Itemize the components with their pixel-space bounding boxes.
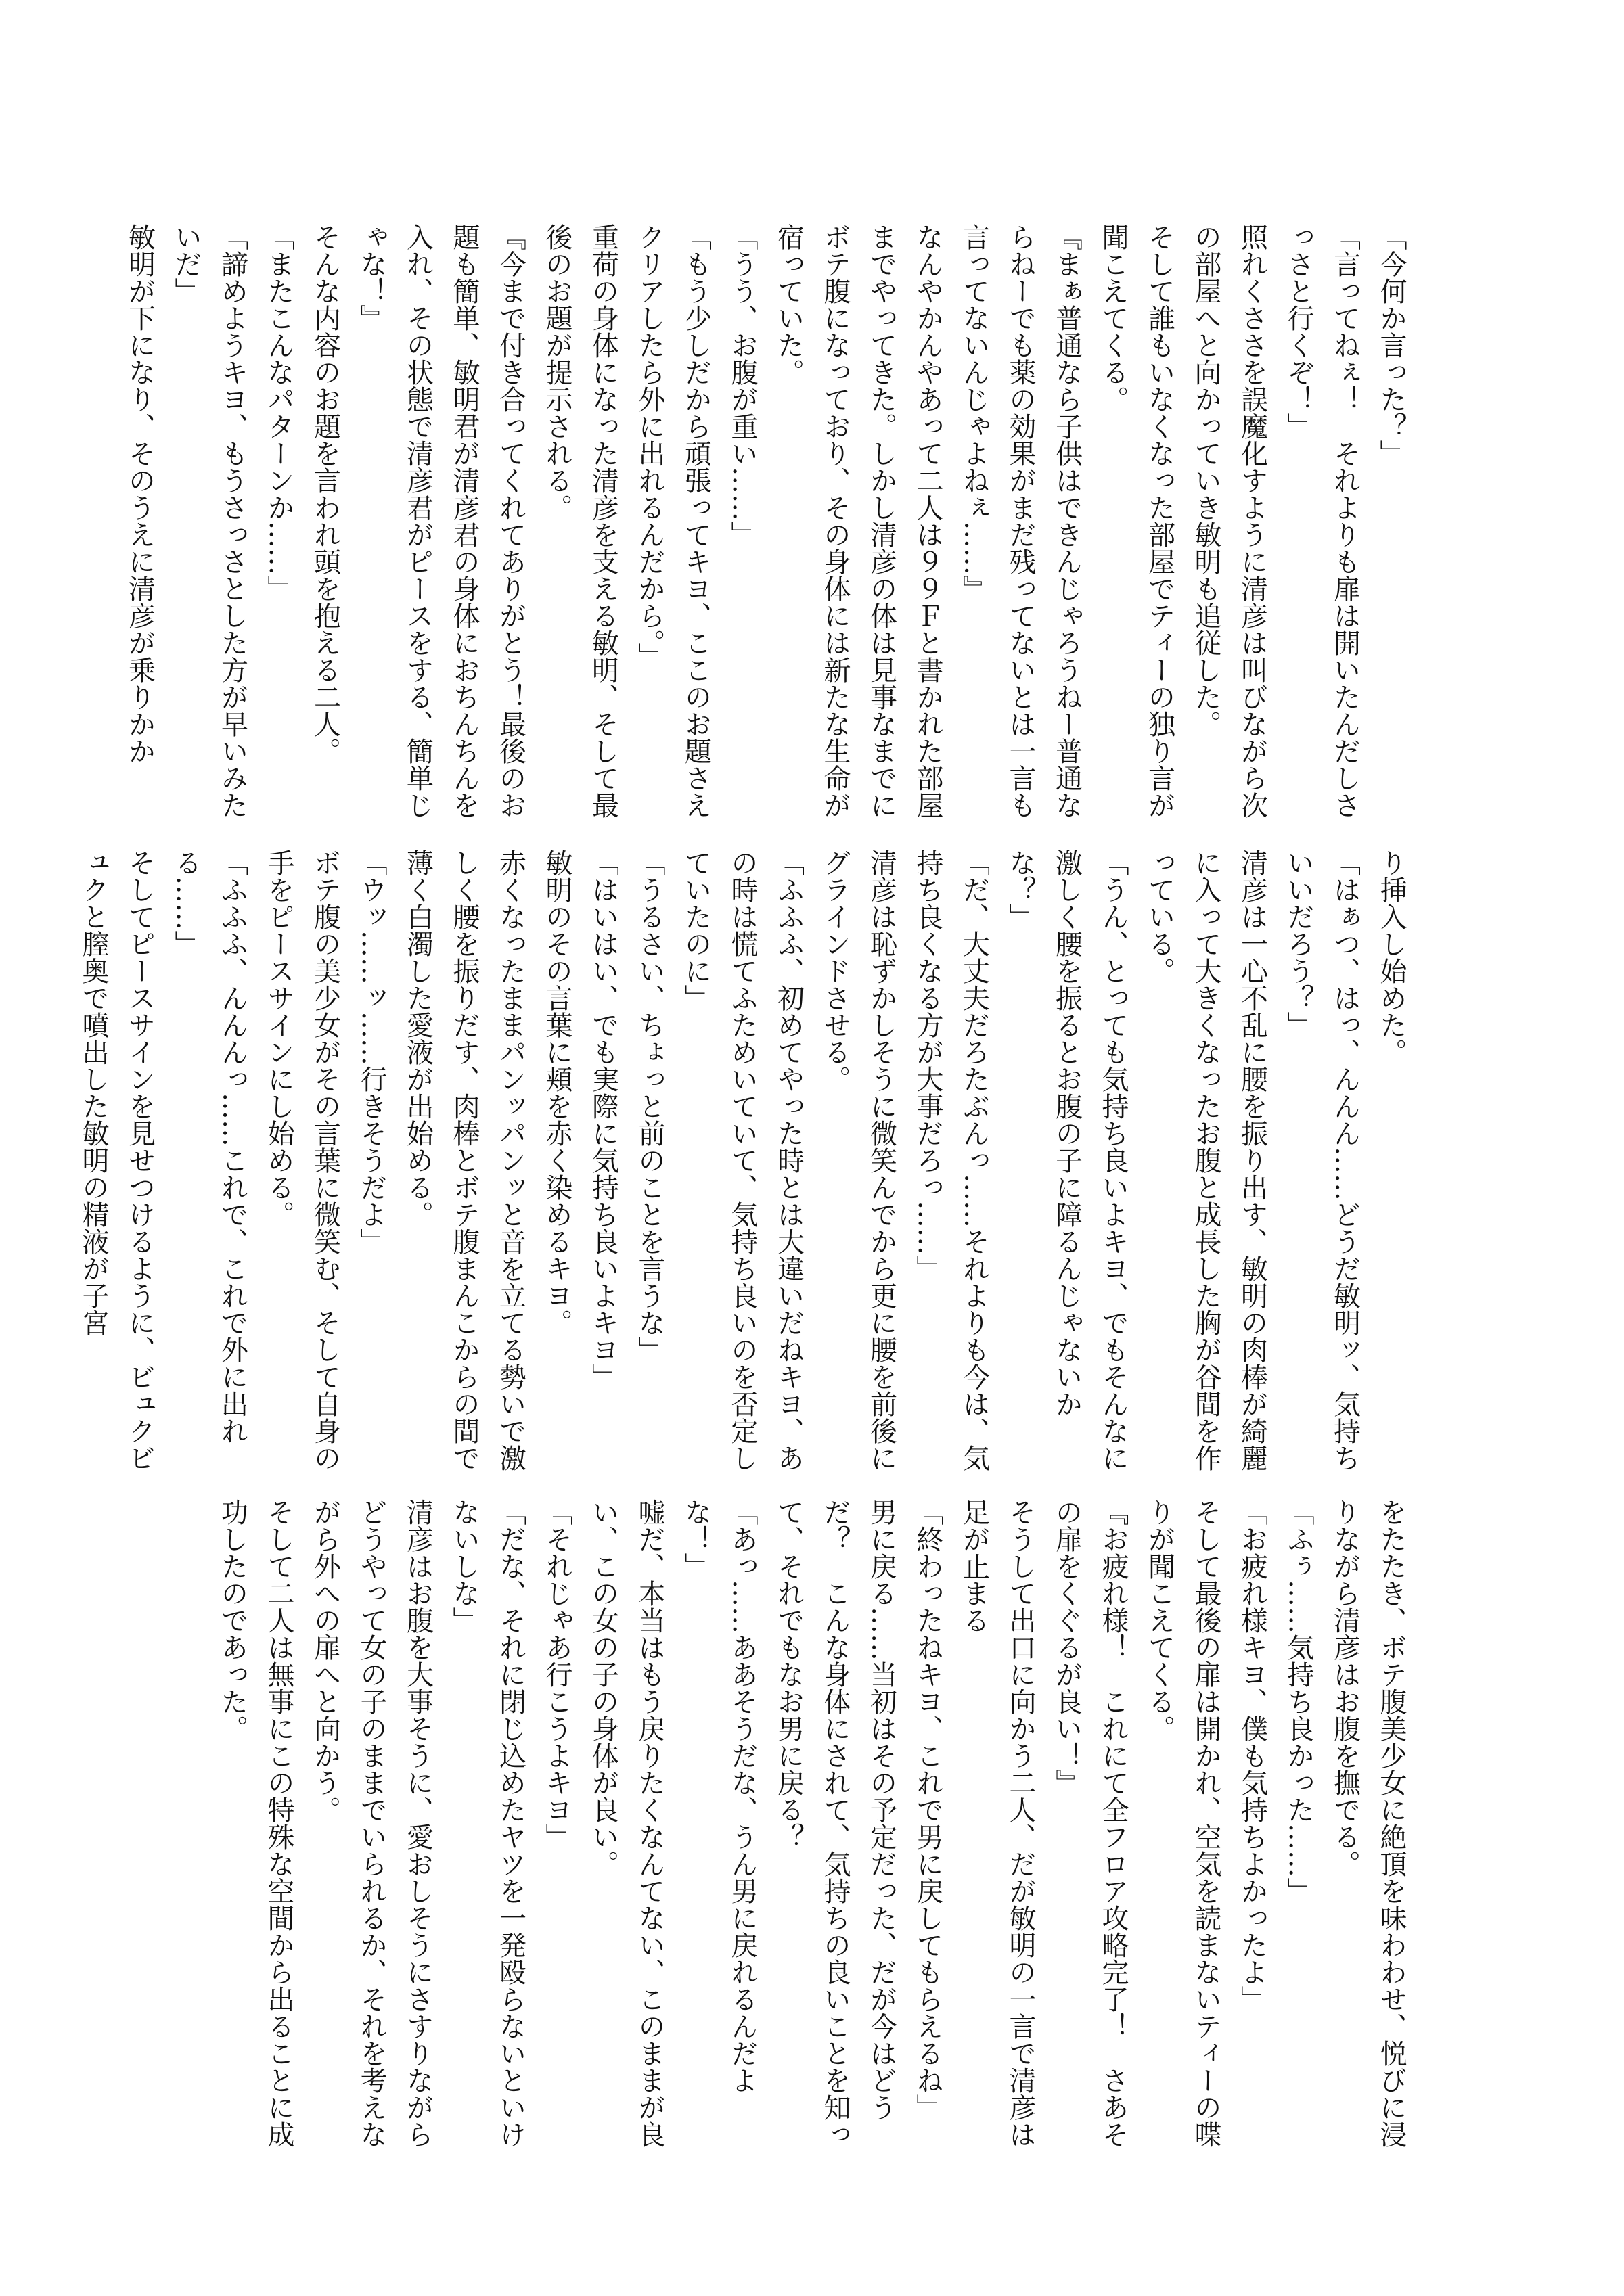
text-line: 「うん、とっても気持ち良いよキヨ、でもそんなに激しく腰を振るとお腹の子に障るんじゃないかな？」 [1005,849,1129,1471]
text-line: 「はいはい、でも実際に気持ち良いよキヨ」 [587,849,619,1390]
text-line: そうして出口に向かう二人、だが敏明の一言で清彦は足が止まる [958,1498,1036,2148]
text-line: 「それじゃあ行こうよキヨ」 [541,1498,572,1850]
text-line: 「だな、それに閉じ込めたヤツを一発殴らないといけないしな」 [449,1498,526,2148]
text-line: 「今何か言った？」 [1376,223,1407,467]
text-line: 「言ってねぇ！ それよりも扉は開いたんだしさっさと行くぞ！」 [1283,223,1361,819]
text-tier-middle [78,849,1414,1478]
text-line: 敏明のその言葉に頬を赤く染めるキヨ。 [541,849,572,1336]
text-tier-bottom [210,1498,1414,2155]
text-line: 「またこんなパターンか……」 [263,223,294,602]
text-line: 嘘だ、本当はもう戻りたくなんてない、このままが良い、この女の子の身体が良い。 [587,1498,665,2148]
vertical-text-block [210,1498,1414,2155]
text-line: 「ふぅ……気持ち良かった……」 [1283,1498,1314,1904]
text-line: 清彦は一心不乱に腰を振り出す、敏明の肉棒が綺麗に入って大きくなったお腹と成長した胸が谷間を作っている。 [1144,849,1268,1471]
text-line: 「はぁつ、はっ、んんん……どうだ敏明ッ、気持ちいいだろう？」 [1283,849,1361,1471]
text-tier-top [124,223,1414,832]
text-line: 「うう、お腹が重い……」 [727,223,758,548]
text-line: ボテ腹の美少女がその言葉に微笑む、そして自身の手をピースサインにし始める。 [263,849,341,1471]
text-line: 清彦は恥ずかしそうに微笑んでから更に腰を前後にグラインドさせる。 [819,849,897,1471]
text-line: そして誰もいなくなった部屋でティーの独り言が聞こえてくる。 [1098,223,1175,819]
text-line: 「ウッ……ッ……行きそうだよ」 [356,849,387,1255]
vertical-text-block [124,223,1414,832]
text-line: そんな内容のお題を言われ頭を抱える二人。 [309,223,341,764]
text-line: 照れくささを誤魔化すように清彦は叫びながら次の部屋へと向かっていき敏明も追従した。 [1190,223,1268,819]
text-line: 赤くなったままパンッパンッと音を立てる勢いで激しく腰を振りだす、肉棒とボテ腹まんこからの間で薄く白濁した愛液が出始める。 [402,849,526,1471]
text-line: そして二人は無事にこの特殊な空間から出ることに成功したのであった。 [217,1498,294,2148]
vertical-text-block [78,849,1414,1478]
text-line: 『まぁ普通なら子供はできんじゃろうねー普通ならねーでも薬の効果がまだ残ってないとは一言も言ってないんじゃよねぇ……』 [958,223,1083,819]
text-line: そしてピースサインを見せつけるように、ビュクビュクと膣奥で噴出した敏明の精液が子宮 [78,849,156,1471]
text-line: 「あっ……ああそうだな、うん男に戻れるんだよな！」 [680,1498,758,2094]
text-line: なんやかんやあって二人は９９Ｆと書かれた部屋までやってきた。しかし清彦の体は見事なまでにボテ腹になっており、その身体には新たな生命が宿っていた。 [773,223,943,819]
text-line: 『今まで付き合ってくれてありがとう！最後のお題も簡単、敏明君が清彦君の身体におちんちんを入れ、その状態で清彦君がピースをする、簡単じゃな！』 [356,223,526,819]
text-line: 「終わったねキヨ、これで男に戻してもらえるね」 [912,1498,943,2121]
text-line: 「うるさい、ちょっと前のことを言うな」 [634,849,665,1363]
text-line: 「ふふふ、んんんっ……これで、これで外に出れる……」 [171,849,248,1444]
text-line: 「だ、大丈夫だろたぶんっ……それよりも今は、気持ち良くなる方が大事だろっ……」 [912,849,990,1471]
text-line: 『お疲れ様！ これにて全フロア攻略完了！ さあその扉をくぐるが良い！』 [1051,1498,1129,2148]
text-line: をたたき、ボテ腹美少女に絶頂を味わわせ、悦びに浸りながら清彦はお腹を撫でる。 [1329,1498,1407,2148]
text-line: 「お疲れ様キヨ、僕も気持ちよかったよ」 [1236,1498,1268,2013]
text-line: り挿入し始めた。 [1376,849,1407,1065]
text-line: 「諦めようキヨ、もうさっさとした方が早いみたいだ」 [171,223,248,819]
text-line: そして最後の扉は開かれ、空気を読まないティーの喋りが聞こえてくる。 [1144,1498,1221,2148]
text-line: 重荷の身体になった清彦を支える敏明、そして最後のお題が提示される。 [541,223,619,819]
text-line: 敏明が下になり、そのうえに清彦が乗りかか [124,223,156,764]
text-line: 「もう少しだから頑張ってキヨ、ここのお題さえクリアしたら外に出れるんだから。」 [634,223,712,819]
text-line: 男に戻る……当初はその予定だった、だが今はどうだ？ こんな身体にされて、気持ちの良いことを知って、それでもなお男に戻る？ [773,1498,897,2148]
text-line: 清彦はお腹を大事そうに、愛おしそうにさすりながらどうやって女の子のままでいられるか、それを考えながら外への扉へと向かう。 [309,1498,434,2148]
text-line: 「ふふふ、初めてやった時とは大違いだねキヨ、あの時は慌てふためいていて、気持ち良いのを否定していたのに」 [680,849,805,1471]
